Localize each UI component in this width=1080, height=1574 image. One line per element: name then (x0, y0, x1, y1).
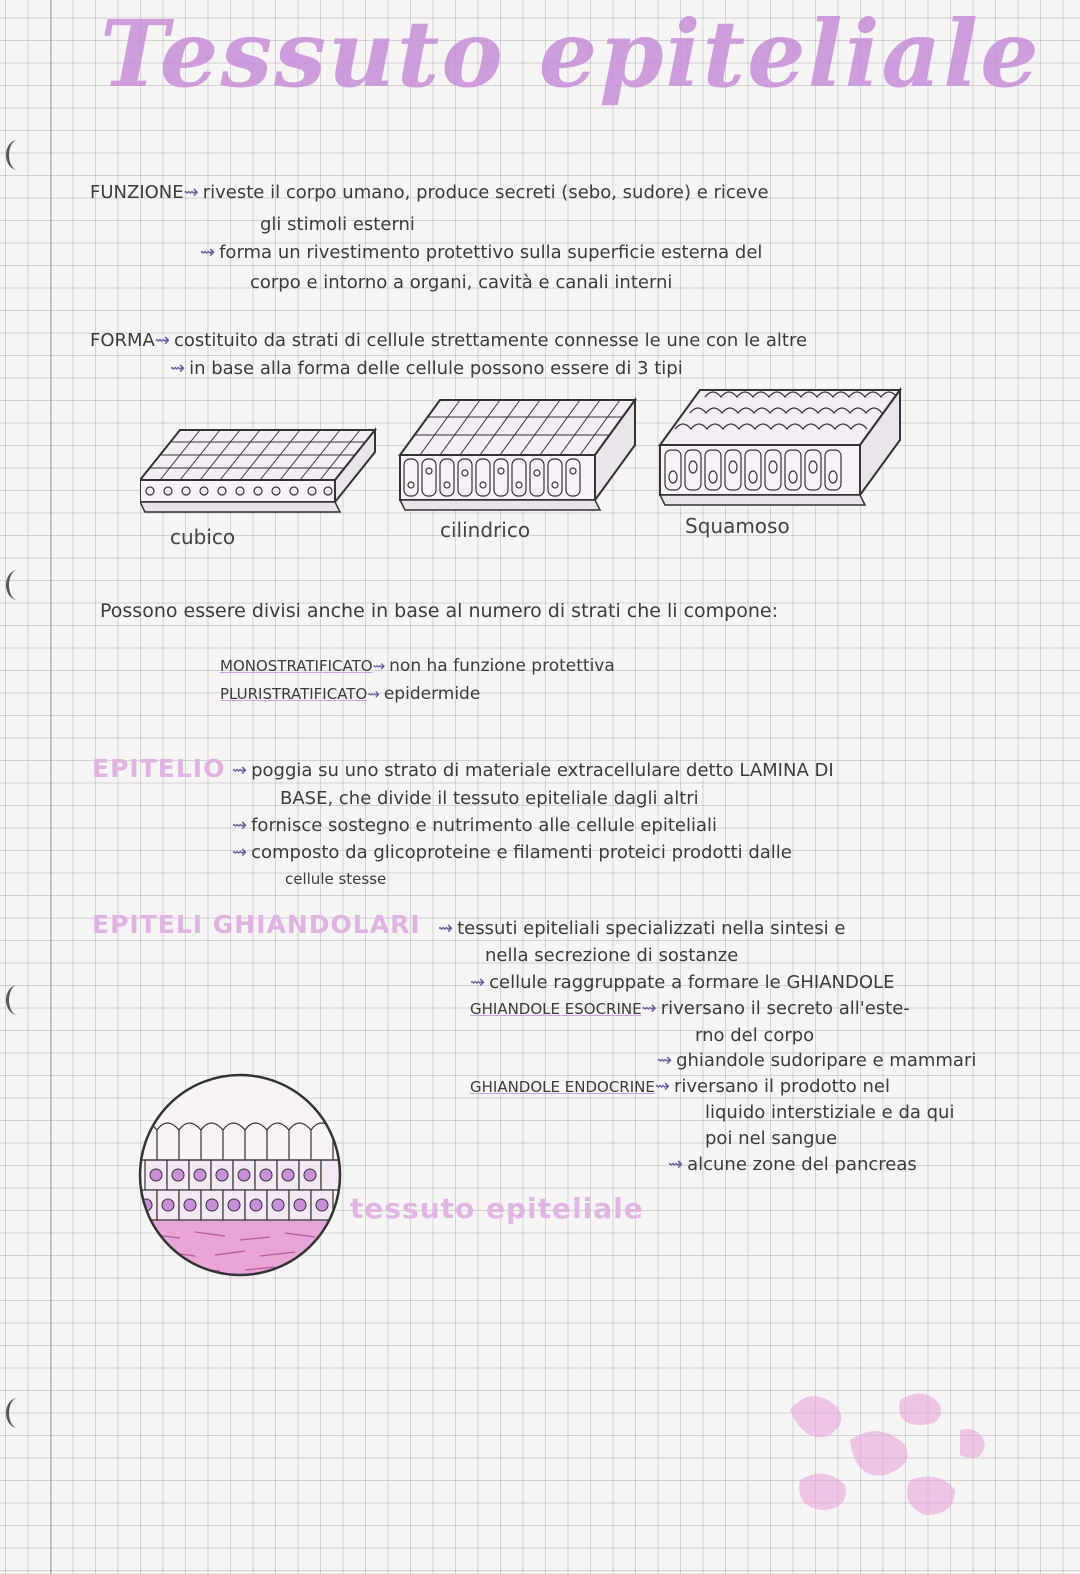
forma-line-2: ⇝ in base alla forma delle cellule possono essere di 3 tipi (170, 358, 683, 379)
binder-hole (6, 985, 29, 1015)
esocrine-line-2: rno del corpo (695, 1025, 815, 1046)
arrow-icon: ⇝ (654, 1076, 670, 1097)
arrow-icon: ⇝ (232, 842, 248, 863)
arrow-icon: ⇝ (183, 182, 199, 203)
endocrine-line-2: liquido interstiziale e da qui (705, 1102, 955, 1123)
epitelio-line-2: BASE, che divide il tessuto epiteliale dagli altri (280, 788, 699, 809)
arrow-icon: ⇝ (657, 1050, 673, 1071)
ghiandolari-heading: EPITELI GHIANDOLARI (92, 910, 421, 939)
ghiandolari-line-3: ⇝ cellule raggruppate a formare le GHIANDOLE (470, 972, 895, 993)
pluristratificato-label: PLURISTRATIFICATO (220, 685, 368, 703)
binder-hole (6, 1398, 29, 1428)
arrow-icon: ⇝ (170, 358, 186, 379)
forma-label: FORMA (90, 330, 155, 351)
arrow-icon: ⇝ (232, 760, 248, 781)
endocrine-line-4: ⇝ alcune zone del pancreas (668, 1154, 917, 1175)
epitelio-line-1: ⇝ poggia su uno strato di materiale extracellulare detto LAMINA DI (232, 760, 834, 781)
tissue-circle-diagram (135, 1070, 345, 1280)
squamous-epithelium-diagram (655, 385, 905, 515)
esocrine-label: GHIANDOLE ESOCRINE (470, 1000, 642, 1018)
endocrine-label: GHIANDOLE ENDOCRINE (470, 1078, 655, 1096)
arrow-icon: ⇝ (641, 998, 657, 1019)
ghiandolari-line-1: ⇝ tessuti epiteliali specializzati nella sintesi e (438, 918, 846, 939)
funzione-line-1: FUNZIONE⇝ riveste il corpo umano, produce secreti (sebo, sudore) e riceve (90, 182, 769, 203)
arrow-icon: ⇝ (470, 972, 486, 993)
ghiandolari-line-2: nella secrezione di sostanze (485, 945, 739, 966)
label-squamoso: Squamoso (685, 514, 790, 538)
esocrine-line-3: ⇝ ghiandole sudoripare e mammari (657, 1050, 977, 1071)
monostratificato-line: MONOSTRATIFICATO⇝ non ha funzione protettiva (220, 656, 615, 676)
arrow-icon: ⇝ (668, 1154, 684, 1175)
arrow-icon: ⇝ (367, 685, 380, 703)
esocrine-line-1: GHIANDOLE ESOCRINE⇝ riversano il secreto all'este- (470, 998, 910, 1019)
cylindrical-epithelium-diagram (395, 395, 640, 520)
figure-caption: tessuto epiteliale (350, 1192, 644, 1225)
epitelio-line-4: ⇝ composto da glicoproteine e filamenti proteici prodotti dalle (232, 842, 792, 863)
label-cubico: cubico (170, 525, 236, 549)
binder-hole (6, 570, 29, 600)
binder-hole (6, 140, 29, 170)
pluristratificato-line: PLURISTRATIFICATO⇝ epidermide (220, 684, 481, 704)
funzione-line-2: gli stimoli esterni (260, 214, 415, 235)
funzione-line-4: corpo e intorno a organi, cavità e canali interni (250, 272, 673, 293)
margin-line (50, 0, 52, 1574)
cubic-epithelium-diagram (140, 420, 380, 520)
arrow-icon: ⇝ (232, 815, 248, 836)
funzione-label: FUNZIONE (90, 182, 184, 203)
page-title: Tessuto epiteliale (100, 0, 1041, 108)
endocrine-line-1: GHIANDOLE ENDOCRINE⇝ riversano il prodotto nel (470, 1076, 890, 1097)
arrow-icon: ⇝ (438, 918, 454, 939)
ink-bleed-decoration (760, 1370, 1010, 1540)
forma-line-1: FORMA⇝ costituito da strati di cellule strettamente connesse le une con le altre (90, 330, 808, 351)
arrow-icon: ⇝ (200, 242, 216, 263)
strati-intro: Possono essere divisi anche in base al numero di strati che li compone: (100, 600, 778, 622)
epitelio-line-5: cellule stesse (285, 870, 387, 888)
epitelio-heading: EPITELIO (92, 754, 226, 783)
monostratificato-label: MONOSTRATIFICATO (220, 657, 373, 675)
arrow-icon: ⇝ (372, 657, 386, 675)
funzione-line-3: ⇝ forma un rivestimento protettivo sulla superficie esterna del (200, 242, 763, 263)
endocrine-line-3: poi nel sangue (705, 1128, 838, 1149)
epitelio-line-3: ⇝ fornisce sostegno e nutrimento alle cellule epiteliali (232, 815, 718, 836)
arrow-icon: ⇝ (154, 330, 170, 351)
label-cilindrico: cilindrico (440, 518, 531, 542)
